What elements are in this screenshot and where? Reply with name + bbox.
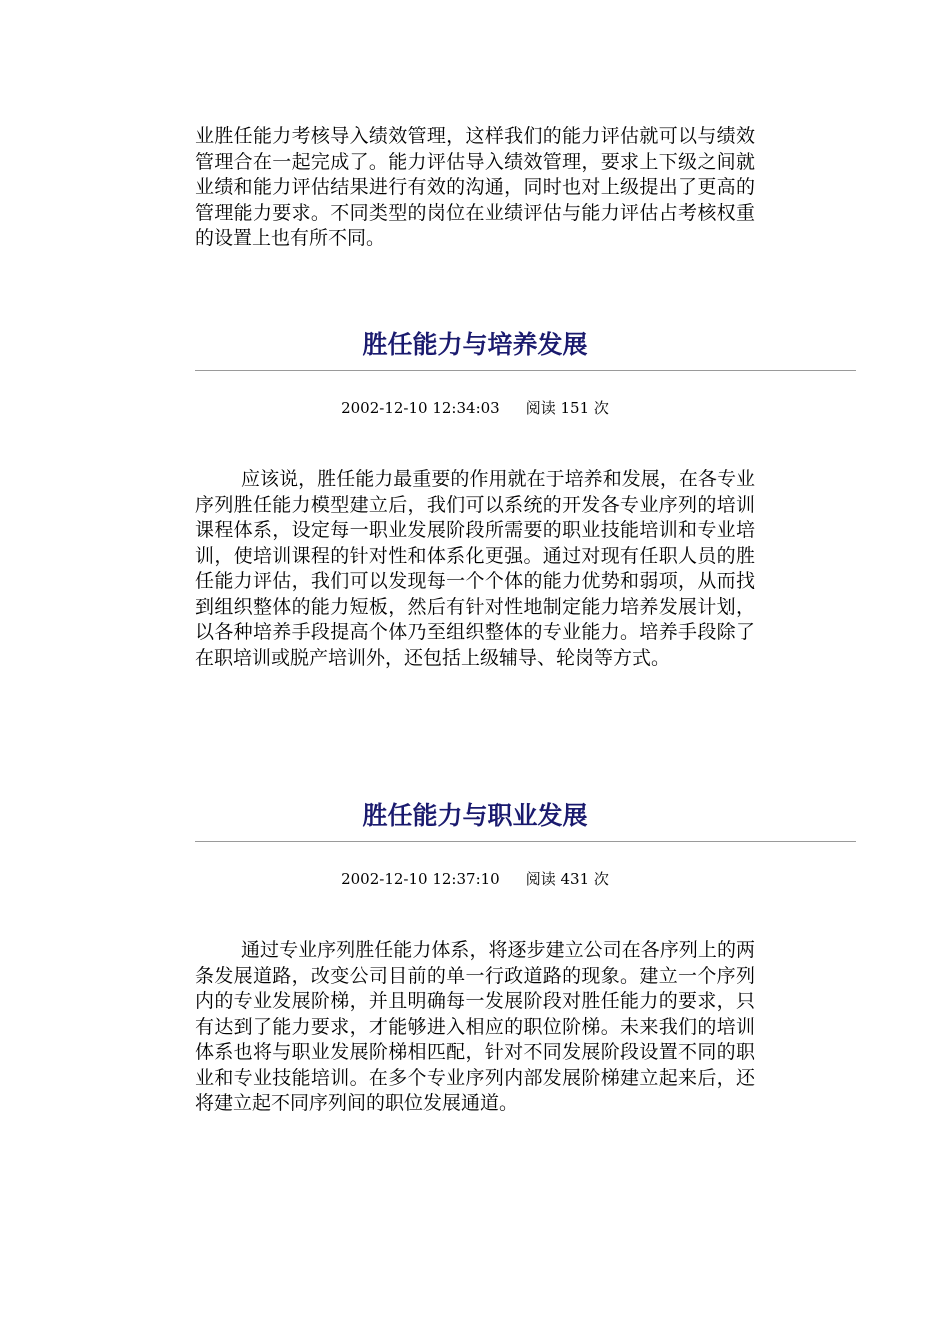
article-datetime: 2002-12-10 12:37:10 xyxy=(341,870,500,888)
article-body-training: 应该说，胜任能力最重要的作用就在于培养和发展，在各专业序列胜任能力模型建立后，我们可以系统的开发各专业序列的培训课程体系，设定每一职业发展阶段所需要的职业技能培训和专业培训，使培训课程的针对性和体系化更强。通过对现有任职人员的胜任能力评估，我们可以发现每一个个体的能力优势和弱项，从而找到组织整体的能力短板，然后有针对性地制定能力培养发展计划，以各种培养手段提高个体乃至组织整体的专业能力。培养手段除了在职培训或脱产培训外，还包括上级辅导、轮岗等方式。 xyxy=(195,468,755,669)
title-divider xyxy=(195,841,856,842)
intro-paragraph: 业胜任能力考核导入绩效管理，这样我们的能力评估就可以与绩效管理合在一起完成了。能力评估导入绩效管理，要求上下级之间就业绩和能力评估结果进行有效的沟通，同时也对上级提出了更高的管理能力要求。不同类型的岗位在业绩评估与能力评估占考核权重的设置上也有所不同。 xyxy=(195,125,755,249)
title-divider xyxy=(195,370,856,371)
article-title-training[interactable]: 胜任能力与培养发展 xyxy=(362,330,588,359)
article-read-count: 阅读 151 次 xyxy=(525,399,609,417)
article-title-career[interactable]: 胜任能力与职业发展 xyxy=(362,801,588,830)
article-body-career: 通过专业序列胜任能力体系，将逐步建立公司在各序列上的两条发展道路，改变公司目前的单一行政道路的现象。建立一个序列内的专业发展阶梯，并且明确每一发展阶段对胜任能力的要求，只有达到了能力要求，才能够进入相应的职位阶梯。未来我们的培训体系也将与职业发展阶梯相匹配，针对不同发展阶段设置不同的职业和专业技能培训。在多个专业序列内部发展阶梯建立起来后，还将建立起不同序列间的职位发展通道。 xyxy=(195,939,755,1114)
article-read-count: 阅读 431 次 xyxy=(525,870,609,888)
article-datetime: 2002-12-10 12:34:03 xyxy=(341,399,500,417)
article-meta-training xyxy=(195,398,755,418)
article-meta-career xyxy=(195,869,755,889)
